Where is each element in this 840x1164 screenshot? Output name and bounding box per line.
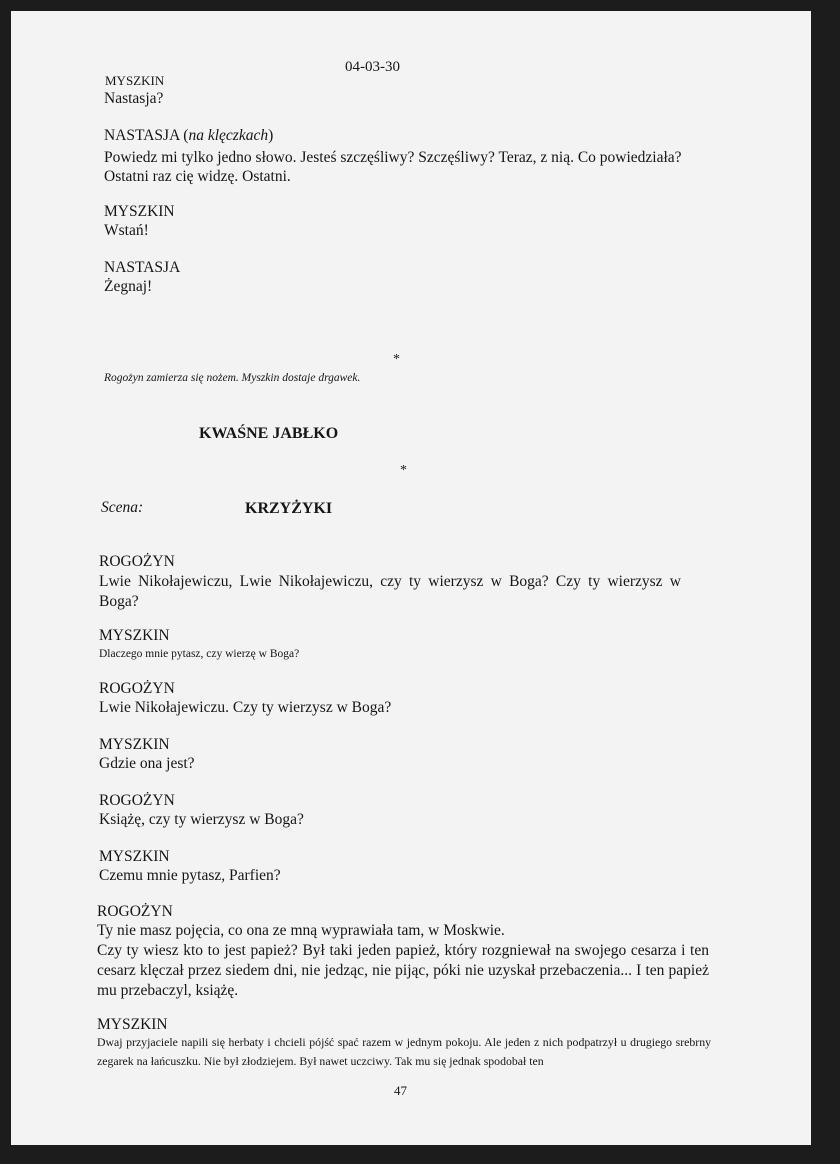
dialogue-line: Powiedz mi tylko jedno słowo. Jesteś szczęśliwy? Szczęśliwy? Teraz, z nią. Co powiedziała? — [104, 149, 682, 166]
dialogue-line: Żegnaj! — [104, 278, 153, 295]
speaker-label: MYSZKIN — [97, 1016, 168, 1033]
dialogue-line: Ty nie masz pojęcia, co ona ze mną wyprawiała tam, w Moskwie. — [97, 922, 505, 939]
section-title: KWAŚNE JABŁKO — [199, 425, 339, 442]
scene-title: KRZYŻYKI — [245, 500, 333, 517]
speaker-label: MYSZKIN — [105, 73, 165, 88]
speaker-label: NASTASJA — [104, 259, 181, 276]
speaker-label: MYSZKIN — [104, 203, 175, 220]
dialogue-line: Gdzie ona jest? — [99, 755, 195, 772]
dialogue-paragraph: Dwaj przyjaciele napili się herbaty i chcieli pójść spać razem w jednym pokoju. Ale jeden z nich podpatrzył u drugiego srebrny zegarek na łańcuszku. Nie był złodziejem. Był nawet uczciwy. Tak mu się jednak spodobał ten — [97, 1035, 711, 1069]
scene-label: Scena: — [101, 499, 144, 516]
dialogue-line: Książę, czy ty wierzysz w Boga? — [99, 811, 304, 828]
dialogue-line: Nastasja? — [104, 90, 164, 107]
stage-direction: Rogożyn zamierza się nożem. Myszkin dostaje drgawek. — [104, 372, 361, 384]
speaker-with-direction — [104, 127, 273, 146]
page-number: 47 — [394, 1083, 407, 1098]
dialogue-line: Ostatni raz cię widzę. Ostatni. — [104, 168, 291, 185]
dialogue-line: Dlaczego mnie pytasz, czy wierzę w Boga? — [99, 648, 300, 660]
paren-close: ) — [268, 127, 274, 144]
speaker-label: ROGOŻYN — [99, 553, 175, 570]
dialogue-paragraph: Czy ty wiesz kto to jest papież? Był taki jeden papież, który rozgniewał na swojego cesarza i ten cesarz klęczał przez siedem dni, nie jedząc, nie pijąc, póki nie uzyskał przebaczenia... I ten papież mu przebaczyl, książę. — [97, 942, 709, 1000]
paren-open: ( — [183, 127, 189, 144]
dialogue-line: Czemu mnie pytasz, Parfien? — [99, 867, 281, 884]
speaker-label: ROGOŻYN — [99, 680, 175, 697]
speaker-label: ROGOŻYN — [99, 792, 175, 809]
inline-direction: na klęczkach — [188, 127, 269, 144]
speaker-label: MYSZKIN — [99, 627, 170, 644]
dialogue-line: Wstań! — [104, 222, 149, 239]
separator-asterisk: * — [393, 352, 400, 367]
document-page — [11, 11, 811, 1145]
header-date: 04-03-30 — [345, 59, 400, 75]
speaker-label: MYSZKIN — [99, 736, 170, 753]
speaker-label: MYSZKIN — [99, 848, 170, 865]
speaker-label: NASTASJA — [104, 127, 180, 144]
dialogue-line: Lwie Nikołajewiczu. Czy ty wierzysz w Boga? — [99, 699, 392, 716]
dialogue-line: Lwie Nikołajewiczu, Lwie Nikołajewiczu, czy ty wierzysz w Boga? Czy ty wierzysz w Boga? — [99, 573, 681, 611]
separator-asterisk: * — [400, 463, 407, 478]
speaker-label: ROGOŻYN — [97, 903, 173, 920]
